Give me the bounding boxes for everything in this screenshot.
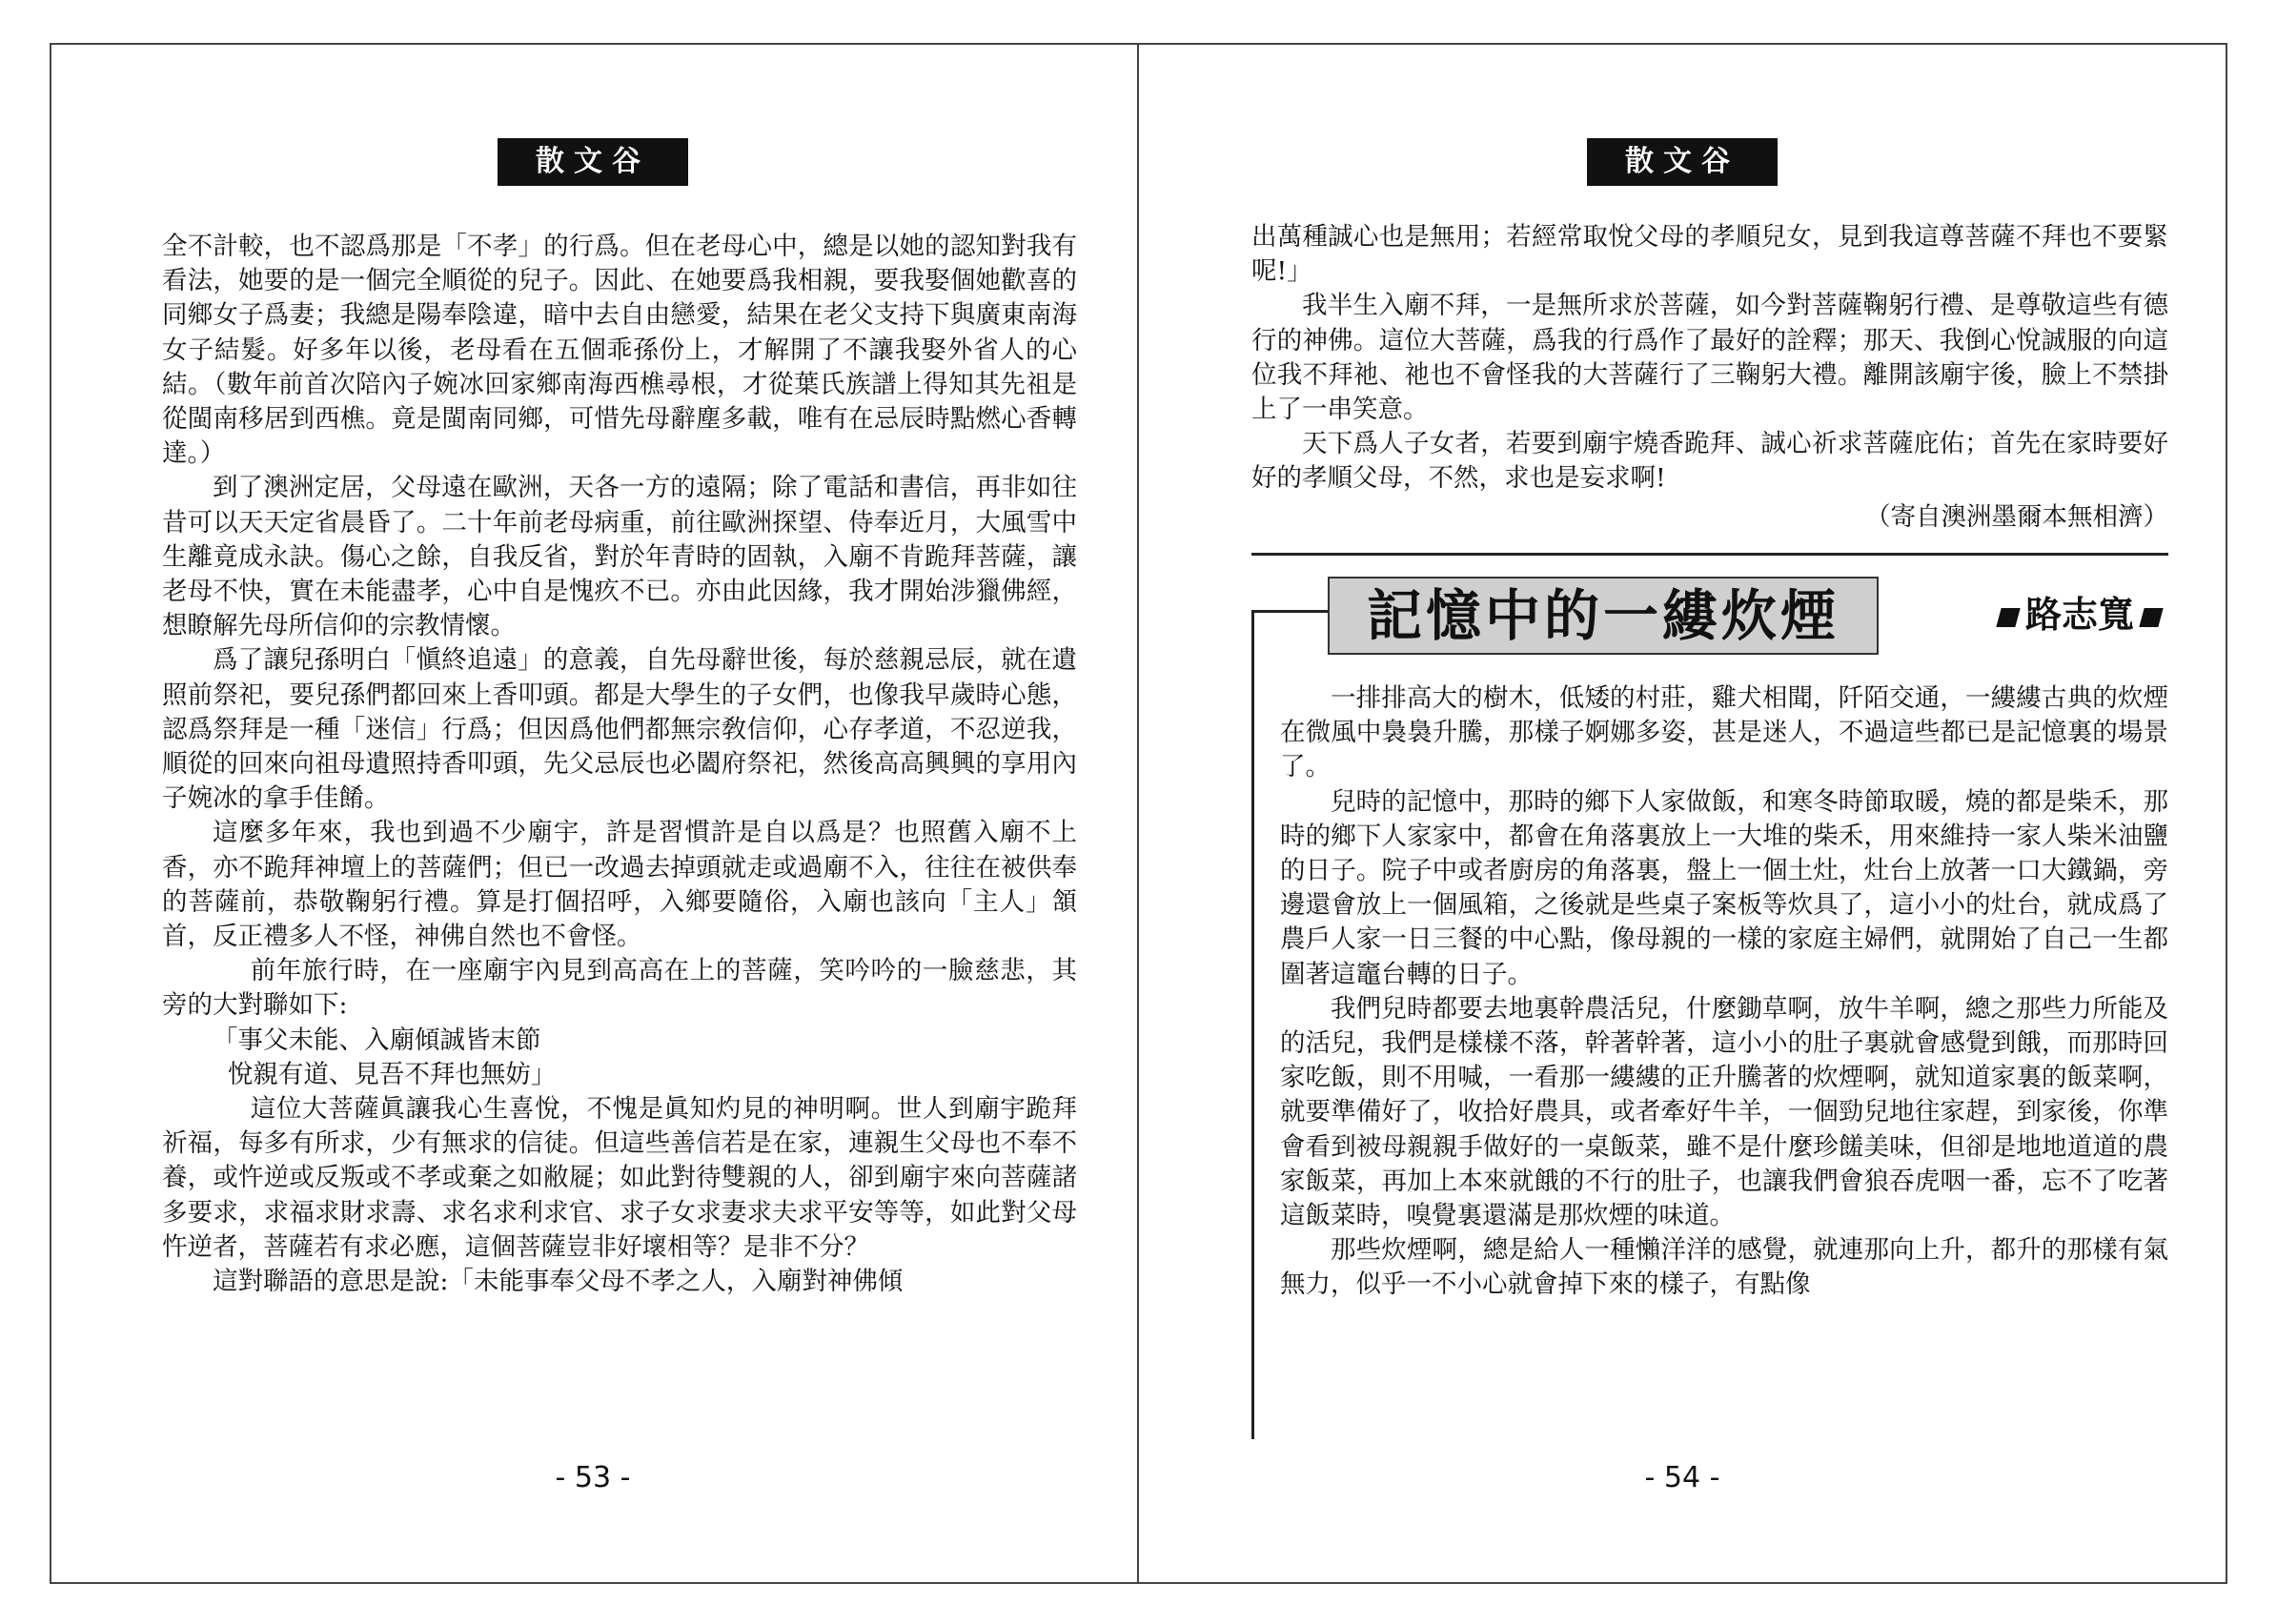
article-author bbox=[1892, 586, 2168, 643]
article-signature: （寄自澳洲墨爾本無相濟） bbox=[1865, 502, 2168, 532]
article-title: 記憶中的一縷炊煙 bbox=[1328, 577, 1879, 655]
article-paragraph-4: 那些炊煙啊，總是給人一種懶洋洋的感覺，就連那向上升，都升的那樣有氣無力，似乎一不小心就會掉下來的樣子，有點像 bbox=[1280, 1235, 2168, 1300]
left-paragraph-2: 到了澳洲定居，父母遠在歐洲，天各一方的遠隔；除了電話和書信，再非如往昔可以天天定省晨昏了。二十年前老母病重，前往歐洲探望、侍奉近月，大風雪中生離竟成永訣。傷心之餘，自我反省，對於年青時的固執，入廟不肯跪拜菩薩，讓老母不快，實在未能盡孝，心中自是愧疚不已。亦由此因緣，我才開始涉獵佛經，想瞭解先母所信仰的宗教情懷。 bbox=[162, 473, 1077, 641]
right-page-header: 散文谷 bbox=[1587, 138, 1778, 186]
left-page-body bbox=[162, 230, 1077, 1299]
article-paragraph-3: 我們兒時都要去地裏幹農活兒，什麼鋤草啊，放牛羊啊，總之那些力所能及的活兒，我們是樣樣不落，幹著幹著，這小小的肚子裏就會感覺到餓，而那時回家吃飯，則不用喊，一看那一縷縷的正升騰著的炊煙啊，就知道家裏的飯菜啊，就要準備好了，收拾好農具，或者牽好牛羊，一個勁兒地往家趕，到家後，你準會看到被母親親手做好的一桌飯菜，雖不是什麼珍饈美味，但卻是地地道道的農家飯菜，再加上本來就餓的不行的肚子，也讓我們會狼吞虎咽一番，忘不了吃著這飯菜時，嗅覺裏還滿是那炊煙的味道。 bbox=[1280, 993, 2168, 1231]
left-paragraph-3: 爲了讓兒孫明白「愼終追遠」的意義，自先母辭世後，每於慈親忌辰，就在遺照前祭祀，要兒孫們都回來上香叩頭。都是大學生的子女們，也像我早歲時心態，認爲祭拜是一種「迷信」行爲；但因爲他們都無宗敎信仰，心存孝道，不忍逆我，順從的回來向祖母遺照持香叩頭，先父忌辰也必闔府祭祀，然後高高興興的享用內子婉冰的拿手佳餚。 bbox=[162, 645, 1077, 814]
left-paragraph-5: 前年旅行時，在一座廟宇內見到高高在上的菩薩，笑吟吟的一臉慈悲，其旁的大對聯如下: bbox=[162, 956, 1077, 1021]
left-paragraph-4: 這麼多年來，我也到過不少廟宇，許是習慣許是自以爲是？也照舊入廟不上香，亦不跪拜神壇上的菩薩們；但已一改過去掉頭就走或過廟不入，往往在被供奉的菩薩前，恭敬鞠躬行禮。算是打個招呼，入鄉要隨俗，入廟也該向「主人」頷首，反正禮多人不怪，神佛自然也不會怪。 bbox=[162, 818, 1077, 952]
right-paragraph-1: 出萬種誠心也是無用；若經常取悅父母的孝順兒女，見到我這尊菩薩不拜也不要緊呢!」 bbox=[1251, 222, 2168, 287]
article-paragraph-2: 兒時的記憶中，那時的鄉下人家做飯，和寒冬時節取暖，燒的都是柴禾，那時的鄉下人家家中，都會在角落裏放上一大堆的柴禾，用來維持一家人柴米油鹽的日子。院子中或者廚房的角落裏，盤上一個土灶，灶台上放著一口大鐵鍋，旁邊還會放上一個風箱，之後就是些桌子案板等炊具了，這小小的灶台，就成爲了農戶人家一日三餐的中心點，像母親的一樣的家庭主婦們，就開始了自己一生都圍著這竈台轉的日子。 bbox=[1280, 786, 2168, 989]
left-paragraph-1: 全不計較，也不認爲那是「不孝」的行爲。但在老母心中，總是以她的認知對我有看法，她要的是一個完全順從的兒子。因此、在她要爲我相親，要我娶個她歡喜的同鄉女子爲妻；我總是陽奉陰違，暗中去自由戀愛，結果在老父支持下與廣東南海女子結髮。好多年以後，老母看在五個乖孫份上，才解開了不讓我娶外省人的心結。（數年前首次陪內子婉冰回家鄉南海西樵尋根，才從葉氏族譜上得知其先祖是從閩南移居到西樵。竟是閩南同鄉，可惜先母辭塵多載，唯有在忌辰時點燃心香轉達。） bbox=[162, 232, 1077, 469]
article-body bbox=[1280, 681, 2168, 1303]
article-divider-line bbox=[1251, 553, 2168, 556]
left-page-header: 散文谷 bbox=[498, 138, 688, 186]
left-page-number: - 53 - bbox=[555, 1461, 631, 1494]
right-paragraph-3: 天下爲人子女者，若要到廟宇燒香跪拜、誠心祈求菩薩庇佑；首先在家時要好好的孝順父母，不然，求也是妄求啊! bbox=[1251, 429, 2168, 494]
article-bracket-vertical bbox=[1251, 610, 1254, 1439]
couplet-line-2: 悅親有道、見吾不拜也無妨」 bbox=[227, 1059, 557, 1089]
article-paragraph-1: 一排排高大的樹木，低矮的村莊，雞犬相聞，阡陌交通，一縷縷古典的炊煙在微風中裊裊升騰，那樣子婀娜多姿，甚是迷人，不過這些都已是記憶裏的場景了。 bbox=[1280, 683, 2168, 782]
right-paragraph-2: 我半生入廟不拜，一是無所求於菩薩，如今對菩薩鞠躬行禮、是尊敬這些有德行的神佛。這位大菩薩，爲我的行爲作了最好的詮釋；那天、我倒心悅誠服的向這位我不拜祂、祂也不會怪我的大菩薩行了三鞠躬大禮。離開該廟宇後，臉上不禁掛上了一串笑意。 bbox=[1251, 291, 2168, 425]
left-paragraph-6: 這位大菩薩眞讓我心生喜悅，不愧是眞知灼見的神明啊。世人到廟宇跪拜祈福，每多有所求，少有無求的信徒。但這些善信若是在家，連親生父母也不奉不養，或忤逆或反叛或不孝或棄之如敝屣；如此對待雙親的人，卻到廟宇來向菩薩諸多要求，求福求財求壽、求名求利求官、求子女求妻求夫求平安等等，如此對父母忤逆者，菩薩若有求必應，這個菩薩豈非好壞相等？是非不分？ bbox=[162, 1094, 1077, 1262]
couplet-line-1: 「事父未能、入廟傾誠皆末節 bbox=[213, 1025, 541, 1055]
author-name: 路志寬 bbox=[2024, 594, 2134, 636]
square-bullet-icon bbox=[1996, 608, 2020, 627]
right-page-body-top bbox=[1251, 220, 2168, 497]
right-page-number: - 54 - bbox=[1644, 1461, 1720, 1494]
square-bullet-icon bbox=[2139, 608, 2163, 627]
left-page bbox=[50, 43, 1137, 1584]
left-paragraph-7: 這對聯語的意思是說:「未能事奉父母不孝之人，入廟對神佛傾 bbox=[213, 1267, 904, 1297]
article-bracket-horizontal bbox=[1251, 610, 1328, 613]
right-page bbox=[1139, 43, 2227, 1584]
